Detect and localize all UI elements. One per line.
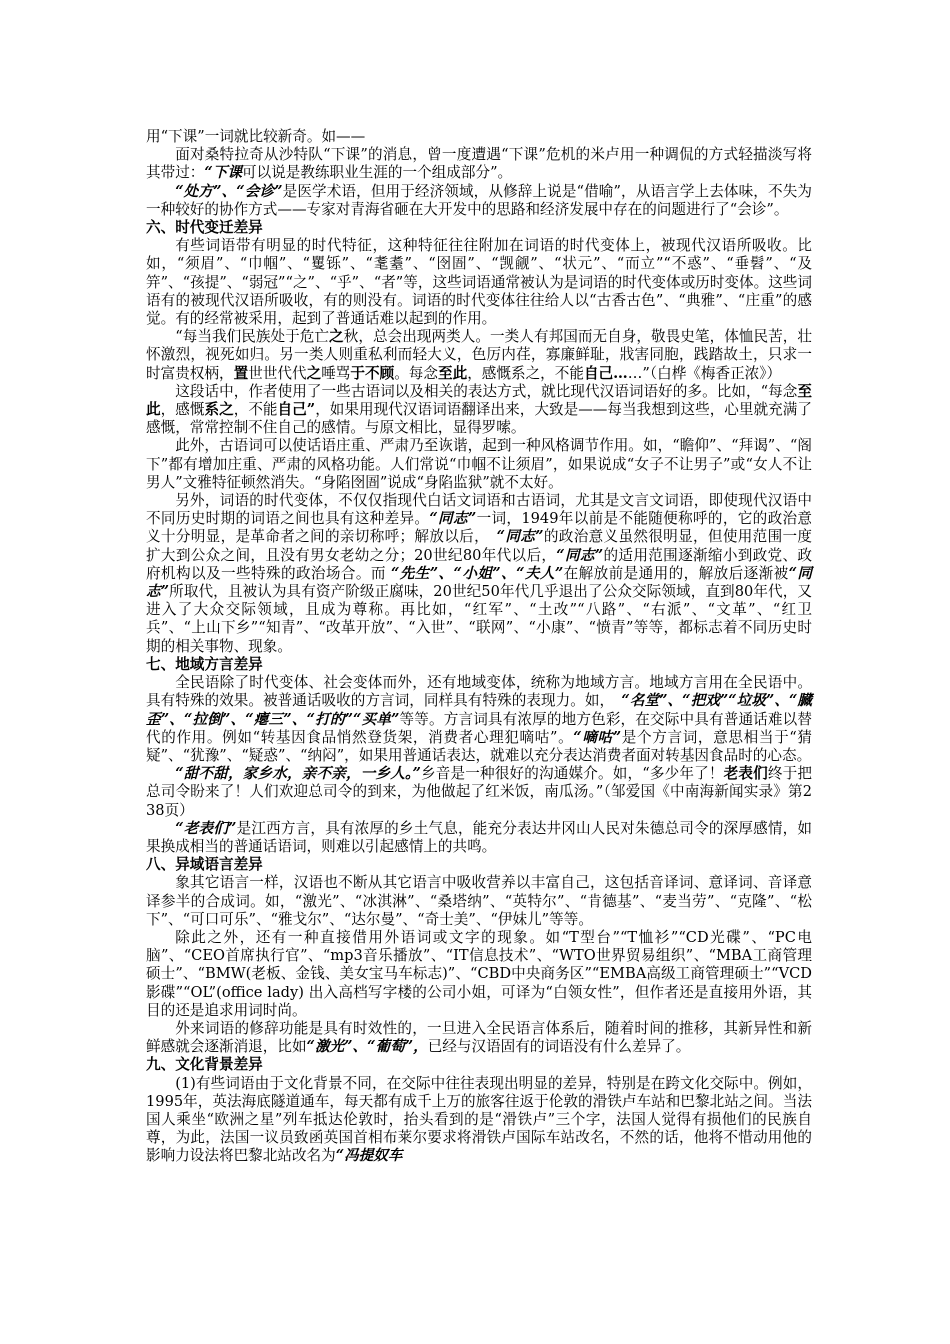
paragraph [146, 146, 812, 182]
text-run: “名堂”、“把戏”“垃圾”、“臓歪”、“拉倒”、“瘪三”、“打的”“买单” [146, 692, 813, 728]
text-run: “下课 [204, 164, 242, 182]
text-run: 另外，词语的时代变体，不仅仅指现代白话文词语和古语词，尤其是文言文词语，即使现代汉语中不同历史时期的词语之间也具有这种差异。 [146, 492, 812, 528]
text-run: 是江西方言，具有浓厚的乡土气息，能充分表达井冈山人民对朱德总司令的深厚感情，如果换成相当的普通话语词，则难以引起感情上的共鸣。 [146, 819, 812, 855]
text-run: ，感慨 [160, 401, 205, 419]
text-run: 六、时代变迁差异 [146, 219, 263, 237]
text-run: 可以说是教练职业生涯的一个组成部分”。 [241, 164, 513, 182]
text-run: 终于把总司令盼来了！人们欢迎总司令的到来，为他做起了红米饭，南瓜汤。”（邹爱国《中南海新闻实录》第238页） [146, 765, 812, 819]
text-run: 有些词语带有明显的时代特征，这种特征往往附加在词语的时代变体上，被现代汉语所吸收。比如，“须眉”、“巾帼”、“矍铄”、“耄耋”、“囹圄”、“觊觎”、“状元”、“而立”“不惑”、“垂髫”、“及笄”、“孩提”、“弱冠”“之”、“乎”、“者”等，这些词语通常被认为是词语的时代变体或历时变体。这些词语有的被现代汉语所吸收，有的则没有。词语的时代变体往往给人以“古香古色”、“典雅”、“庄重”的感觉。有的经常被采用，起到了普通话难以起到的作用。 [146, 237, 812, 328]
paragraph [146, 874, 812, 929]
section-heading [146, 656, 812, 674]
paragraph [146, 674, 812, 765]
text-run: “嘀咕” [573, 728, 622, 746]
paragraph [146, 492, 812, 656]
text-run: “老表们” [175, 819, 237, 837]
text-run: 是医学术语，但用于经济领域，从修辞上说是“借喻”，从语言学上去体味，不失为一种较好的协作方式——专家对青海省砸在大开发中的思路和经济发展中存在的问题进行了“会诊”。 [146, 182, 812, 218]
section-heading [146, 219, 812, 237]
text-run: 至此 [437, 364, 468, 382]
text-run: (1)有些词语由于文化背景不同，在交际中往往表现出明显的差异，特别是在跨文化交际中。例如，1995年，英法海底隧道通车，每天都有成千上万的旅客往返于伦敦的滑铁卢车站和巴黎北站之间。当法国人乘坐“欧洲之星”列车抵达伦敦时，抬头看到的是“滑铁卢”三个字，法国人觉得有损他们的民族自尊，为此，法国一议员致函英国首相布莱尔要求将滑铁卢国际车站改名，不然的话，他将不惜动用他的影响力设法将巴黎北站改名为 [146, 1074, 812, 1165]
text-run: 已经与汉语固有的词语没有什么差异了。 [427, 1038, 691, 1056]
section-heading [146, 1056, 812, 1074]
text-run: 所取代，且被认为具有资产阶级正腐味，20世纪50年代几乎退出了公众交际领域，直到80年代，又进入了大众交际领域，且成为尊称。再比如，“红军”、“土改”“八路”、“右派”、“文革”、“红卫兵”、“上山下乡”“知青”、“改革开放”、“入世”、“联网”、“小康”、“愤青”等等，都标志着不同历史时期的相关事物、现象。 [146, 583, 812, 655]
paragraph [146, 128, 812, 146]
text-run: 自己… [583, 364, 628, 382]
text-run: 等等。方言词具有浓厚的地方色彩，在交际中具有普通话难以替代的作用。例如“转基因食品悄然登货架，消费者心理犯嘀咕”。 [146, 710, 812, 746]
paragraph [146, 820, 812, 856]
text-run: 象其它语言一样，汉语也不断从其它语言中吸收营养以丰富自己，这包括音译词、意译词、音译意译参半的合成词。如，“激光”、“冰淇淋”、“桑塔纳”、“英特尔”、“肯德基”、“麦当劳”、“克隆”、“松下”、“可口可乐”、“雅戈尔”、“达尔曼”、“奇士美”、“伊妹儿”等等。 [146, 874, 812, 928]
text-run: 世世代代 [248, 364, 307, 382]
text-run: “激光”、“葡萄”， [306, 1038, 428, 1056]
paragraph [146, 929, 812, 1020]
text-run: “处方”、“会诊” [175, 182, 283, 200]
text-run: 全民语除了时代变体、社会变体而外，还有地域变体，统称为地域方言。地域方言用在全民语中。具有特殊的效果。被普通话吸收的方言词，同样具有特殊的表现力。如， [146, 674, 812, 710]
paragraph [146, 237, 812, 328]
paragraph [146, 437, 812, 492]
paragraph [146, 328, 812, 383]
text-run: 置 [233, 364, 249, 382]
document-body [146, 128, 812, 1166]
text-run: 用“下课”一词就比较新奇。如—— [146, 128, 366, 145]
text-run: 自己” [277, 401, 316, 419]
paragraph [146, 1075, 812, 1166]
text-run: 外来词语的修辞功能是具有时效性的，一旦进入全民语言体系后，随着时间的推移，其新异性和新鲜感就会逐渐消退，比如 [146, 1019, 812, 1056]
paragraph [146, 1020, 812, 1056]
text-run: 是个方言词，意思相当于“猜疑”、“犹豫”、“疑惑”、“纳闷”，如果用普通话表达，就难以充分表达消费者面对转基因食品时的心态。 [146, 728, 812, 764]
section-heading [146, 856, 812, 874]
text-run: 于不顾 [350, 364, 395, 382]
text-run: 至此 [146, 382, 812, 419]
text-run: 一词，1949年以前是不能随便称呼的，它的政治意义十分明显，是革命者之间的亲切称呼；解放以后， [146, 510, 812, 546]
paragraph [146, 183, 812, 219]
text-run: 在解放前是通用的，解放后逐渐被 [563, 564, 789, 582]
paragraph [146, 383, 812, 438]
text-run: 。每念 [394, 364, 438, 382]
paragraph [146, 765, 812, 820]
text-run: 之 [329, 328, 344, 346]
text-run: ，感慨系之，不能 [467, 364, 584, 382]
text-run: 秋，总会出现两类人。一类人有邦国而无自身，敬畏史笔，体恤民苦，壮怀激烈，视死如归。另一类人则重私利而轻大义，色厉内荏，寡廉鲜耻，戕害同胞，践踏故土，只求一时富贵权柄， [146, 328, 812, 382]
text-run: “甜不甜，家乡水，亲不亲，一乡人。” [175, 765, 421, 783]
text-run: …”（白桦《梅香正浓》） [627, 364, 782, 382]
text-run: 这段话中，作者使用了一些古语词以及相关的表达方式，就比现代汉语词语好的多。比如，“每念 [175, 382, 798, 400]
text-run: “同志” [556, 546, 604, 564]
text-run: 面对桑特拉奇从沙特队“下课”的消息，曾一度遭遇“下课”危机的米卢用一种调侃的方式轻描淡写将其带过： [146, 146, 812, 182]
text-run: 老表们 [723, 765, 768, 783]
text-run: 系之 [204, 401, 234, 419]
text-run: 此外，古语词可以使话语庄重、严肃乃至诙谐，起到一种风格调节作用。如，“瞻仰”、“拜谒”、“阁下”都有增加庄重、严肃的风格功能。人们常说“巾帼不让须眉”，如果说成“女子不让男子”或“女人不让男人”文雅特征顿然消失。“身陷囹圄”说成“身陷监狱”就不太好。 [146, 437, 812, 491]
text-run: 八、异域语言差异 [146, 856, 263, 874]
text-run: 九、文化背景差异 [146, 1056, 263, 1074]
text-run: 七、地域方言差异 [146, 655, 263, 673]
text-run: ，如果用现代汉语词语翻译出来，大致是——每当我想到这些，心里就充满了感慨，常常控制不住自己的感情。与原文相比，显得罗嗦。 [146, 401, 812, 437]
text-run: “同志” [429, 510, 477, 528]
text-run: 之 [306, 364, 322, 382]
text-run: ，不能 [233, 401, 278, 419]
text-run: 乡音是一种很好的沟通媒介。如，“多少年了！ [420, 765, 724, 783]
text-run: “冯提奴车 [335, 1147, 403, 1165]
text-run: 的政治意义虽然很明显，但使用范围一度扩大到公众之间，且没有男女老幼之分；20世纪80年代以后， [146, 528, 812, 564]
text-run: “同志” [146, 564, 812, 601]
text-run: “每当我们民族处于危亡 [175, 328, 330, 346]
text-run: 的适用范围逐渐缩小到政党、政府机构以及一些特殊的政治场合。而 [146, 546, 812, 582]
text-run: 除此之外，还有一种直接借用外语词或文字的现象。如“T型台”“T恤衫”“CD光碟”、“PC电脑”、“CEO首席执行官”、“mp3音乐播放”、“IT信息技术”、“WTO世界贸易组织”、“MBA工商管理硕士”、“BMW(老板、金钱、美女宝马车标志)”、“CBD中央商务区”“EMBA高级工商管理硕士”“VCD影碟”“OL”(office lady) 出入高档写字楼的公司小姐，可译为“白领女性”，但作者还是直接用外语，其目的还是追求用词时尚。 [146, 928, 812, 1019]
text-run: “先生”、“小姐”、“夫人” [390, 564, 564, 582]
text-run: “同志” [496, 528, 544, 546]
text-run: 唾骂 [321, 364, 351, 382]
